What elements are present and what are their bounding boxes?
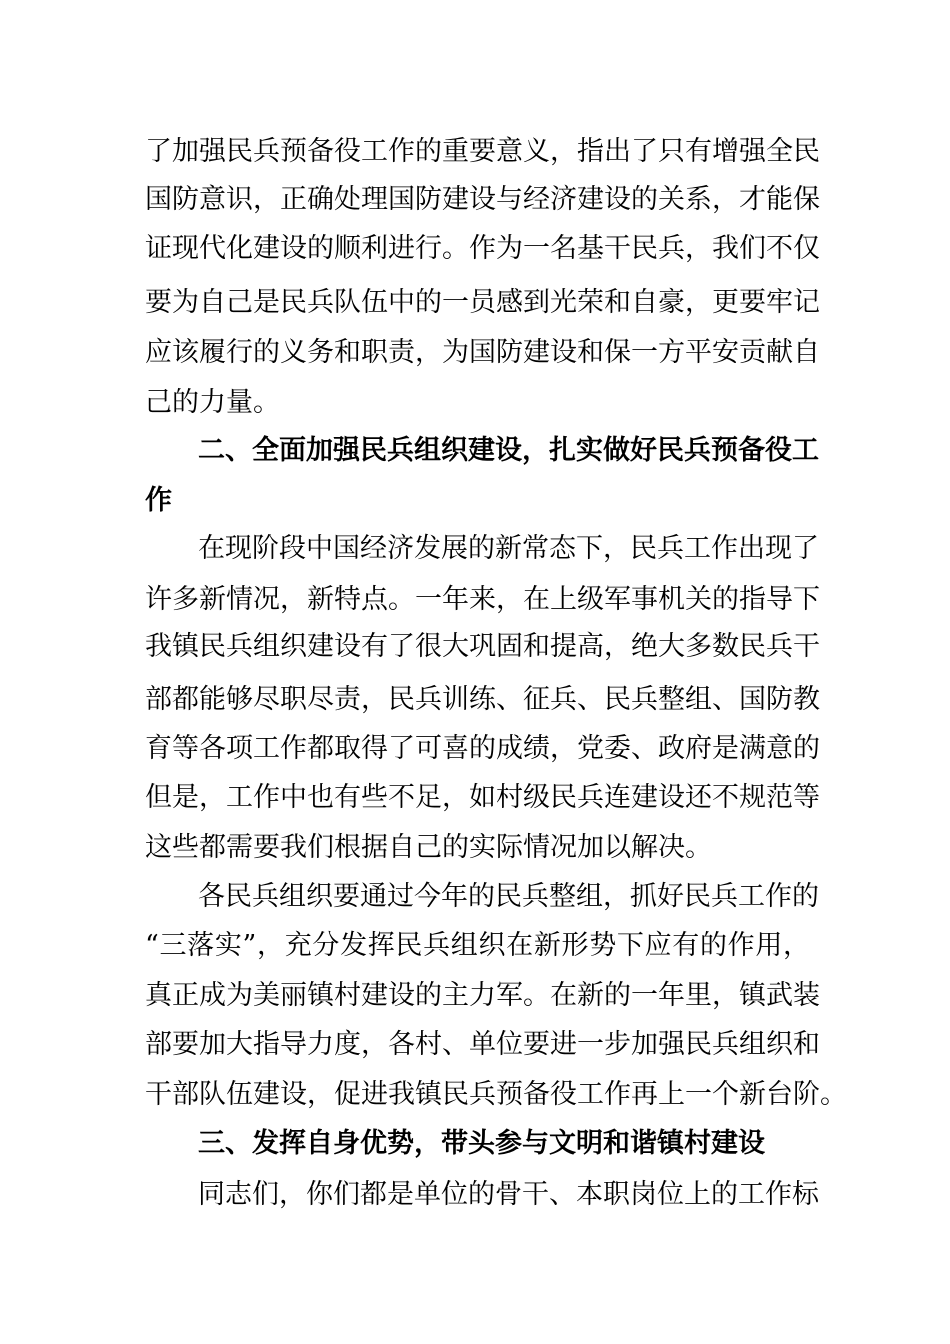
paragraph-line: 干部队伍建设，促进我镇民兵预备役工作再上一个新台阶。 xyxy=(145,1079,847,1110)
paragraph-line: 许多新情况，新特点。一年来，在上级军事机关的指导下 xyxy=(145,584,820,615)
paragraph-line: 证现代化建设的顺利进行。作为一名基干民兵，我们不仅 xyxy=(145,233,820,264)
paragraph-line: 部都能够尽职尽责，民兵训练、征兵、民兵整组、国防教 xyxy=(145,684,820,715)
paragraph-line: 但是，工作中也有些不足，如村级民兵连建设还不规范等 xyxy=(145,782,820,813)
paragraph-line: 同志们，你们都是单位的骨干、本职岗位上的工作标 xyxy=(198,1179,819,1210)
paragraph-line: 国防意识，正确处理国防建设与经济建设的关系，才能保 xyxy=(145,184,820,215)
paragraph-line: 了加强民兵预备役工作的重要意义，指出了只有增强全民 xyxy=(145,136,820,167)
paragraph-line: 我镇民兵组织建设有了很大巩固和提高，绝大多数民兵干 xyxy=(145,631,820,662)
section-heading-2: 二、全面加强民兵组织建设，扎实做好民兵预备役工 xyxy=(198,435,819,466)
paragraph-line: 真正成为美丽镇村建设的主力军。在新的一年里，镇武装 xyxy=(145,980,820,1011)
paragraph-line: 育等各项工作都取得了可喜的成绩，党委、政府是满意的 xyxy=(145,733,820,764)
paragraph-line: 各民兵组织要通过今年的民兵整组，抓好民兵工作的 xyxy=(198,881,819,912)
paragraph-line: 要为自己是民兵队伍中的一员感到光荣和自豪，更要牢记 xyxy=(145,287,820,318)
section-heading-3: 三、发挥自身优势，带头参与文明和谐镇村建设 xyxy=(198,1128,765,1159)
paragraph-line: 这些都需要我们根据自己的实际情况加以解决。 xyxy=(145,832,712,863)
paragraph-line: 己的力量。 xyxy=(145,387,280,418)
paragraph-line: “三落实”，充分发挥民兵组织在新形势下应有的作用， xyxy=(145,930,810,961)
paragraph-line: 应该履行的义务和职责，为国防建设和保一方平安贡献自 xyxy=(145,337,820,368)
paragraph-line: 在现阶段中国经济发展的新常态下，民兵工作出现了 xyxy=(198,533,819,564)
section-heading-2-continued: 作 xyxy=(145,485,172,516)
paragraph-line: 部要加大指导力度，各村、单位要进一步加强民兵组织和 xyxy=(145,1029,820,1060)
